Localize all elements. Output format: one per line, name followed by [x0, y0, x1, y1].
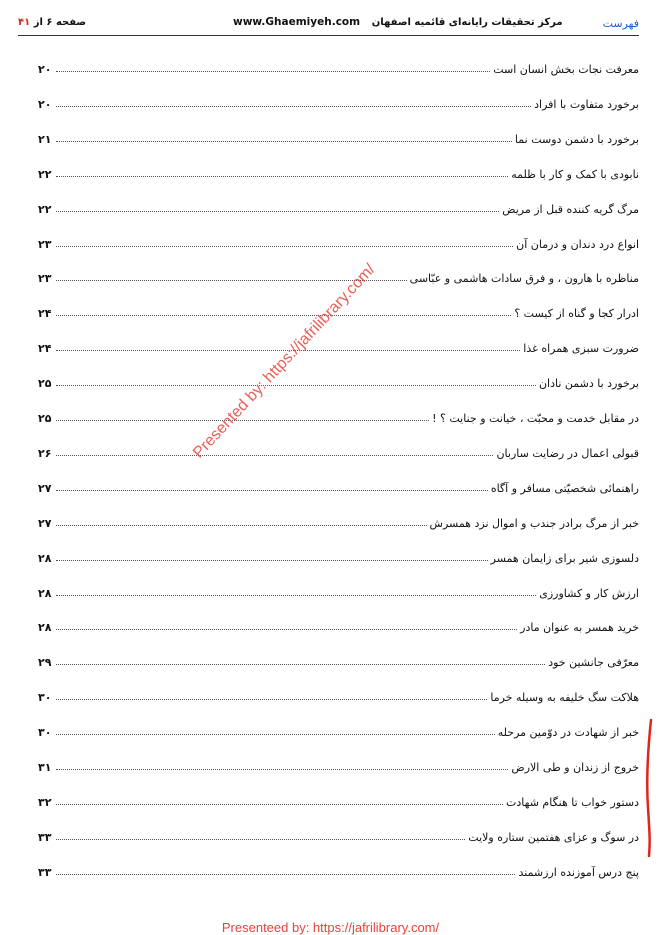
toc-row[interactable] — [38, 686, 639, 704]
toc-page-number: ۲۶ — [38, 446, 52, 460]
toc-title: ادرار کجا و گناه از کیست ؟ — [514, 307, 639, 321]
toc-page-number: ۲۲ — [38, 202, 52, 216]
toc-page-number: ۲۷ — [38, 516, 52, 530]
toc-row[interactable] — [38, 93, 639, 111]
toc-page-number: ۲۱ — [38, 132, 52, 146]
toc-row[interactable] — [38, 442, 639, 460]
toc-title: راهنمائی شخصیّتی مسافر و آگاه — [490, 481, 639, 495]
toc-page-number: ۲۲ — [38, 167, 52, 181]
toc-title: خبر از مرگ برادر جندب و اموال نزد همسرش — [429, 516, 639, 530]
toc-page-number: ۳۳ — [38, 865, 52, 879]
toc-row[interactable] — [38, 721, 639, 739]
toc-row[interactable] — [38, 372, 639, 390]
toc-title: مناظره با هارون ، و فرق سادات هاشمی و عبّاسی — [409, 272, 639, 286]
toc-page-number: ۲۳ — [38, 272, 52, 286]
toc-title: پنج درس آموزنده ارزشمند — [518, 865, 639, 879]
dot-leader — [56, 595, 536, 596]
dot-leader — [56, 420, 429, 421]
toc-page-number: ۳۰ — [38, 726, 52, 740]
toc-title: خروج از زندان و طی الارض — [511, 761, 639, 774]
toc-title: معرفت نجات بخش انسان است — [493, 63, 639, 76]
toc-row[interactable] — [38, 547, 639, 565]
toc-row[interactable] — [38, 616, 639, 634]
toc-row[interactable] — [38, 756, 639, 774]
toc-page-number: ۳۳ — [38, 830, 52, 844]
page-label: صفحه ۶ از — [33, 17, 87, 28]
toc-title: برخورد متفاوت با افراد — [534, 97, 639, 111]
dot-leader — [56, 629, 517, 630]
section-title[interactable]: فهرست — [602, 17, 639, 30]
dot-leader — [56, 874, 515, 875]
dot-leader — [56, 525, 427, 526]
toc-page-number: ۳۰ — [38, 691, 52, 705]
toc-row[interactable] — [38, 128, 639, 146]
toc-title: ارزش کار و کشاورزی — [539, 586, 639, 600]
toc-page-number: ۲۸ — [38, 551, 52, 565]
page-total: ۴۱ — [18, 17, 31, 28]
toc-page-number: ۲۰ — [38, 97, 52, 111]
toc-title: قبولی اعمال در رضایت ساربان — [496, 446, 639, 460]
toc-page-number: ۲۴ — [38, 342, 52, 356]
toc-title: ضرورت سبزی همراه غذا — [523, 342, 639, 356]
dot-leader — [56, 315, 511, 316]
header-center — [233, 16, 563, 28]
toc-row[interactable] — [38, 163, 639, 181]
dot-leader — [56, 664, 545, 665]
toc-page-number: ۲۸ — [38, 586, 52, 600]
toc-row[interactable] — [38, 267, 639, 285]
toc-row[interactable] — [38, 512, 639, 530]
dot-leader — [56, 211, 499, 212]
toc-page-number: ۲۳ — [38, 237, 52, 251]
toc-page-number: ۲۴ — [38, 307, 52, 321]
toc-row[interactable] — [38, 651, 639, 669]
toc-row[interactable] — [38, 582, 639, 600]
toc-page-number: ۲۸ — [38, 621, 52, 635]
watermark: Presented by: https://jafrilibrary.com/ — [190, 260, 379, 462]
toc-title: در مقابل خدمت و محبّت ، خیانت و جنایت ؟ ! — [432, 412, 639, 425]
toc-title: دلسوزی شیر برای زایمان همسر — [490, 551, 639, 565]
toc-row[interactable] — [38, 58, 639, 76]
toc-row[interactable] — [38, 477, 639, 495]
dot-leader — [56, 490, 488, 491]
dot-leader — [56, 804, 503, 805]
toc-row[interactable] — [38, 233, 639, 251]
site-link[interactable]: www.Ghaemiyeh.com — [233, 16, 361, 28]
toc-page-number: ۳۲ — [38, 795, 52, 809]
toc-page-number: ۲۷ — [38, 481, 52, 495]
dot-leader — [56, 699, 487, 700]
footer-link[interactable]: Presenteed by: https://jafrilibrary.com/ — [221, 920, 440, 935]
page-header — [18, 13, 639, 36]
toc-row[interactable] — [38, 407, 639, 425]
toc-title: نابودی با کمک و کار با ظلمه — [511, 167, 639, 181]
toc-page-number: ۲۵ — [38, 412, 52, 425]
toc-title: برخورد با دشمن نادان — [538, 377, 639, 391]
toc-row[interactable] — [38, 198, 639, 216]
toc-row[interactable] — [38, 826, 639, 844]
toc-title: خبر از شهادت در دوّمین مرحله — [497, 726, 639, 740]
toc-row[interactable] — [38, 337, 639, 355]
toc-title: خرید همسر به عنوان مادر — [520, 621, 639, 635]
toc-title: معرّفی جانشین خود — [548, 656, 639, 670]
dot-leader — [56, 71, 490, 72]
toc-title: هلاکت سگ خلیفه به وسیله خرما — [490, 691, 639, 705]
org-name: مرکز تحقیقات رایانه‌ای قائمیه اصفهان — [371, 17, 563, 28]
dot-leader — [56, 246, 513, 247]
toc-page-number: ۲۰ — [38, 63, 52, 76]
dot-leader — [56, 455, 493, 456]
dot-leader — [56, 385, 536, 386]
dot-leader — [56, 141, 512, 142]
toc-title: انواع درد دندان و درمان آن — [516, 237, 639, 251]
page-counter — [18, 17, 86, 28]
toc-page-number: ۳۱ — [38, 761, 52, 774]
dot-leader — [56, 769, 508, 770]
dot-leader — [56, 176, 508, 177]
dot-leader — [56, 839, 465, 840]
toc-title: برخورد با دشمن دوست نما — [514, 132, 639, 146]
dot-leader — [56, 560, 488, 561]
red-pen-mark-icon — [643, 718, 655, 858]
toc-title: دستور خواب تا هنگام شهادت — [506, 795, 639, 809]
dot-leader — [56, 734, 495, 735]
toc-title: مرگ گریه کننده قبل از مریض — [502, 202, 639, 216]
toc-page-number: ۲۹ — [38, 656, 52, 670]
toc-page-number: ۲۵ — [38, 377, 52, 391]
dot-leader — [56, 106, 531, 107]
toc-row[interactable] — [38, 791, 639, 809]
toc-title: در سوگ و عزای هفتمین ستاره ولایت — [468, 830, 639, 844]
toc-row[interactable] — [38, 861, 639, 879]
